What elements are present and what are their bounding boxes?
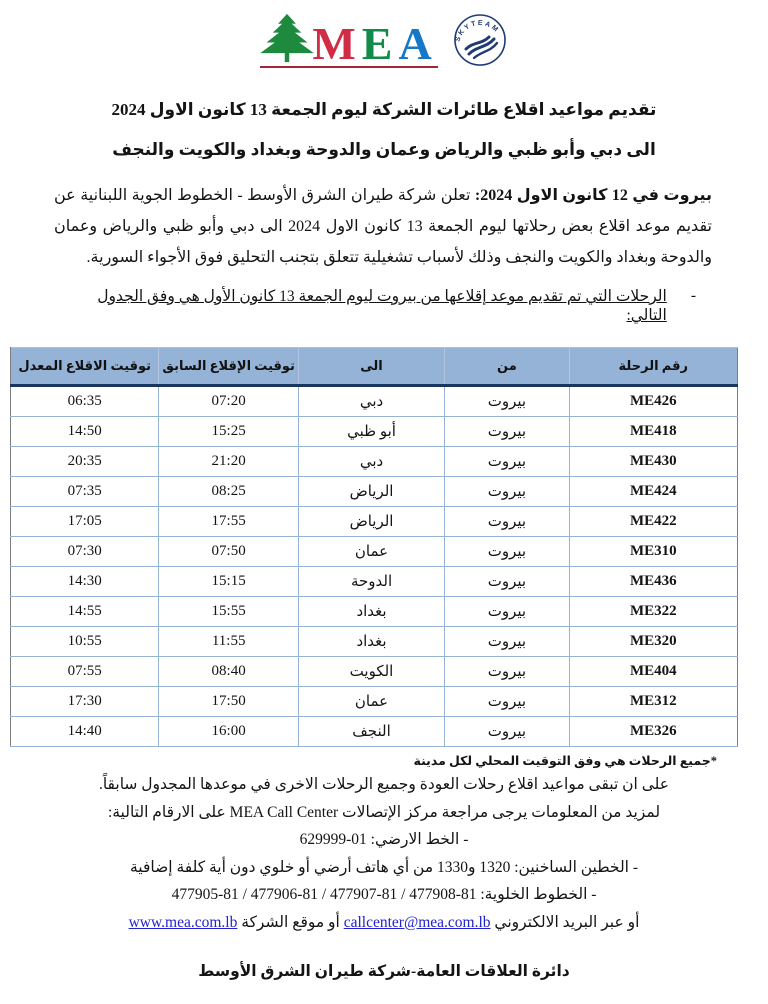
- flight-schedule-table: [10, 347, 738, 747]
- footer-line-call-center: لمزيد من المعلومات يرجى مراجعة مركز الإتصالات MEA Call Center على الارقام التالية:: [107, 803, 661, 821]
- from-cell: بيروت: [445, 657, 569, 687]
- bullet-marker: -: [690, 287, 696, 304]
- revised-time-cell: 07:30: [11, 537, 159, 567]
- footer-info: [0, 771, 768, 936]
- previous-time-cell: 17:55: [159, 507, 298, 537]
- document-title: [0, 100, 768, 160]
- mea-letter: E: [361, 17, 399, 69]
- table-row: [11, 537, 738, 567]
- flight-number-cell: ME424: [569, 477, 737, 507]
- bullet-text: الرحلات التي تم تقديم موعد إقلاعها من بيروت ليوم الجمعة 13 كانون الأول هي وفق الجدول التالي:: [97, 288, 667, 324]
- from-cell: بيروت: [445, 717, 569, 747]
- flight-number-cell: ME426: [569, 386, 737, 417]
- to-cell: الرياض: [298, 477, 444, 507]
- previous-time-cell: 21:20: [159, 447, 298, 477]
- flight-number-cell: ME310: [569, 537, 737, 567]
- from-cell: بيروت: [445, 687, 569, 717]
- flight-number-cell: ME322: [569, 597, 737, 627]
- from-cell: بيروت: [445, 386, 569, 417]
- previous-time-cell: 08:25: [159, 477, 298, 507]
- mea-letter: M: [312, 17, 362, 69]
- revised-time-cell: 17:30: [11, 687, 159, 717]
- previous-time-cell: 15:15: [159, 567, 298, 597]
- revised-time-cell: 14:30: [11, 567, 159, 597]
- skyteam-label: SKYTEAM: [454, 19, 501, 43]
- to-cell: عمان: [298, 537, 444, 567]
- revised-time-cell: 20:35: [11, 447, 159, 477]
- logo-header: [0, 10, 768, 70]
- col-header-from: من: [445, 348, 569, 386]
- revised-time-cell: 07:35: [11, 477, 159, 507]
- from-cell: بيروت: [445, 447, 569, 477]
- previous-time-cell: 08:40: [159, 657, 298, 687]
- table-row: [11, 417, 738, 447]
- footer-line-return-flights: على ان تبقى مواعيد اقلاع رحلات العودة وجميع الرحلات الاخرى في موعدها المجدول سابقاً.: [98, 776, 670, 793]
- paragraph-text: تعلن شركة طيران الشرق الأوسط - الخطوط الجوية اللبنانية عن تقديم موعد اقلاع بعض رحلاتها ليوم الجمعة 13 كانون الاول 2024 الى دبي وأبو ظبي والرياض وعمان والدوحة وبغداد والكويت والنجف وذلك لأسباب تشغيلية تتعلق بتجنب التحليق فوق الأجواء السورية.: [54, 187, 712, 266]
- bullet-line: [54, 287, 696, 325]
- revised-time-cell: 07:55: [11, 657, 159, 687]
- to-cell: النجف: [298, 717, 444, 747]
- table-row: [11, 447, 738, 477]
- email-link[interactable]: callcenter@mea.com.lb: [343, 913, 491, 931]
- revised-time-cell: 14:40: [11, 717, 159, 747]
- revised-time-cell: 06:35: [11, 386, 159, 417]
- table-header-row: [11, 348, 738, 386]
- to-cell: عمان: [298, 687, 444, 717]
- contact-links-line: [0, 909, 768, 937]
- to-cell: أبو ظبي: [298, 417, 444, 447]
- from-cell: بيروت: [445, 477, 569, 507]
- table-row: [11, 597, 738, 627]
- table-row: [11, 477, 738, 507]
- mea-wordmark: [312, 17, 438, 69]
- flight-number-cell: ME320: [569, 627, 737, 657]
- from-cell: بيروت: [445, 417, 569, 447]
- skyteam-icon: [452, 12, 508, 68]
- to-cell: الكويت: [298, 657, 444, 687]
- title-line-1: تقديم مواعيد اقلاع طائرات الشركة ليوم الجمعة 13 كانون الاول 2024: [111, 100, 657, 119]
- phone-landline: - الخط الارضي: 01-629999: [299, 831, 469, 848]
- to-cell: دبي: [298, 386, 444, 417]
- to-cell: بغداد: [298, 597, 444, 627]
- previous-time-cell: 17:50: [159, 687, 298, 717]
- revised-time-cell: 17:05: [11, 507, 159, 537]
- table-row: [11, 717, 738, 747]
- from-cell: بيروت: [445, 597, 569, 627]
- flight-number-cell: ME404: [569, 657, 737, 687]
- revised-time-cell: 14:50: [11, 417, 159, 447]
- table-row: [11, 687, 738, 717]
- to-cell: الدوحة: [298, 567, 444, 597]
- col-header-to: الى: [298, 348, 444, 386]
- table-row: [11, 386, 738, 417]
- col-header-revised: توقيت الاقلاع المعدل: [11, 348, 159, 386]
- flight-number-cell: ME430: [569, 447, 737, 477]
- flight-table-body: [11, 386, 738, 747]
- previous-time-cell: 16:00: [159, 717, 298, 747]
- from-cell: بيروت: [445, 627, 569, 657]
- from-cell: بيروت: [445, 507, 569, 537]
- previous-time-cell: 07:50: [159, 537, 298, 567]
- table-row: [11, 657, 738, 687]
- table-row: [11, 567, 738, 597]
- flight-number-cell: ME422: [569, 507, 737, 537]
- flight-number-cell: ME436: [569, 567, 737, 597]
- previous-time-cell: 11:55: [159, 627, 298, 657]
- table-row: [11, 627, 738, 657]
- from-cell: بيروت: [445, 567, 569, 597]
- col-header-flight: رقم الرحلة: [569, 348, 737, 386]
- to-cell: الرياض: [298, 507, 444, 537]
- mea-letter: A: [398, 17, 438, 69]
- mea-logo: [260, 13, 437, 68]
- revised-time-cell: 10:55: [11, 627, 159, 657]
- local-time-footnote: *جميع الرحلات هي وفق التوقيت المحلي لكل مدينة: [413, 754, 717, 768]
- from-cell: بيروت: [445, 537, 569, 567]
- website-link[interactable]: www.mea.com.lb: [128, 913, 238, 931]
- signature-line: دائرة العلاقات العامة-شركة طيران الشرق الأوسط: [198, 963, 570, 980]
- body-paragraph: [54, 180, 712, 273]
- previous-time-cell: 07:20: [159, 386, 298, 417]
- dateline: بيروت في 12 كانون الاول 2024:: [474, 187, 713, 204]
- revised-time-cell: 14:55: [11, 597, 159, 627]
- cedar-tree-icon: [260, 13, 314, 63]
- to-cell: دبي: [298, 447, 444, 477]
- phone-hotlines: - الخطين الساخنين: 1320 و1330 من أي هاتف أرضي أو خلوي دون أية كلفة إضافية: [129, 858, 639, 876]
- previous-time-cell: 15:25: [159, 417, 298, 447]
- contact-prefix: أو عبر البريد الالكتروني: [490, 913, 640, 931]
- table-row: [11, 507, 738, 537]
- flight-number-cell: ME418: [569, 417, 737, 447]
- flight-number-cell: ME312: [569, 687, 737, 717]
- flight-number-cell: ME326: [569, 717, 737, 747]
- to-cell: بغداد: [298, 627, 444, 657]
- contact-middle: أو موقع الشركة: [237, 913, 344, 931]
- col-header-previous: توقيت الإقلاع السابق: [159, 348, 298, 386]
- previous-time-cell: 15:55: [159, 597, 298, 627]
- phone-mobile: - الخطوط الخلوية: 81-477908 / 81-477907 / 81-477906 / 81-477905: [171, 886, 597, 903]
- title-line-2: الى دبي وأبو ظبي والرياض وعمان والدوحة وبغداد والكويت والنجف: [112, 140, 656, 159]
